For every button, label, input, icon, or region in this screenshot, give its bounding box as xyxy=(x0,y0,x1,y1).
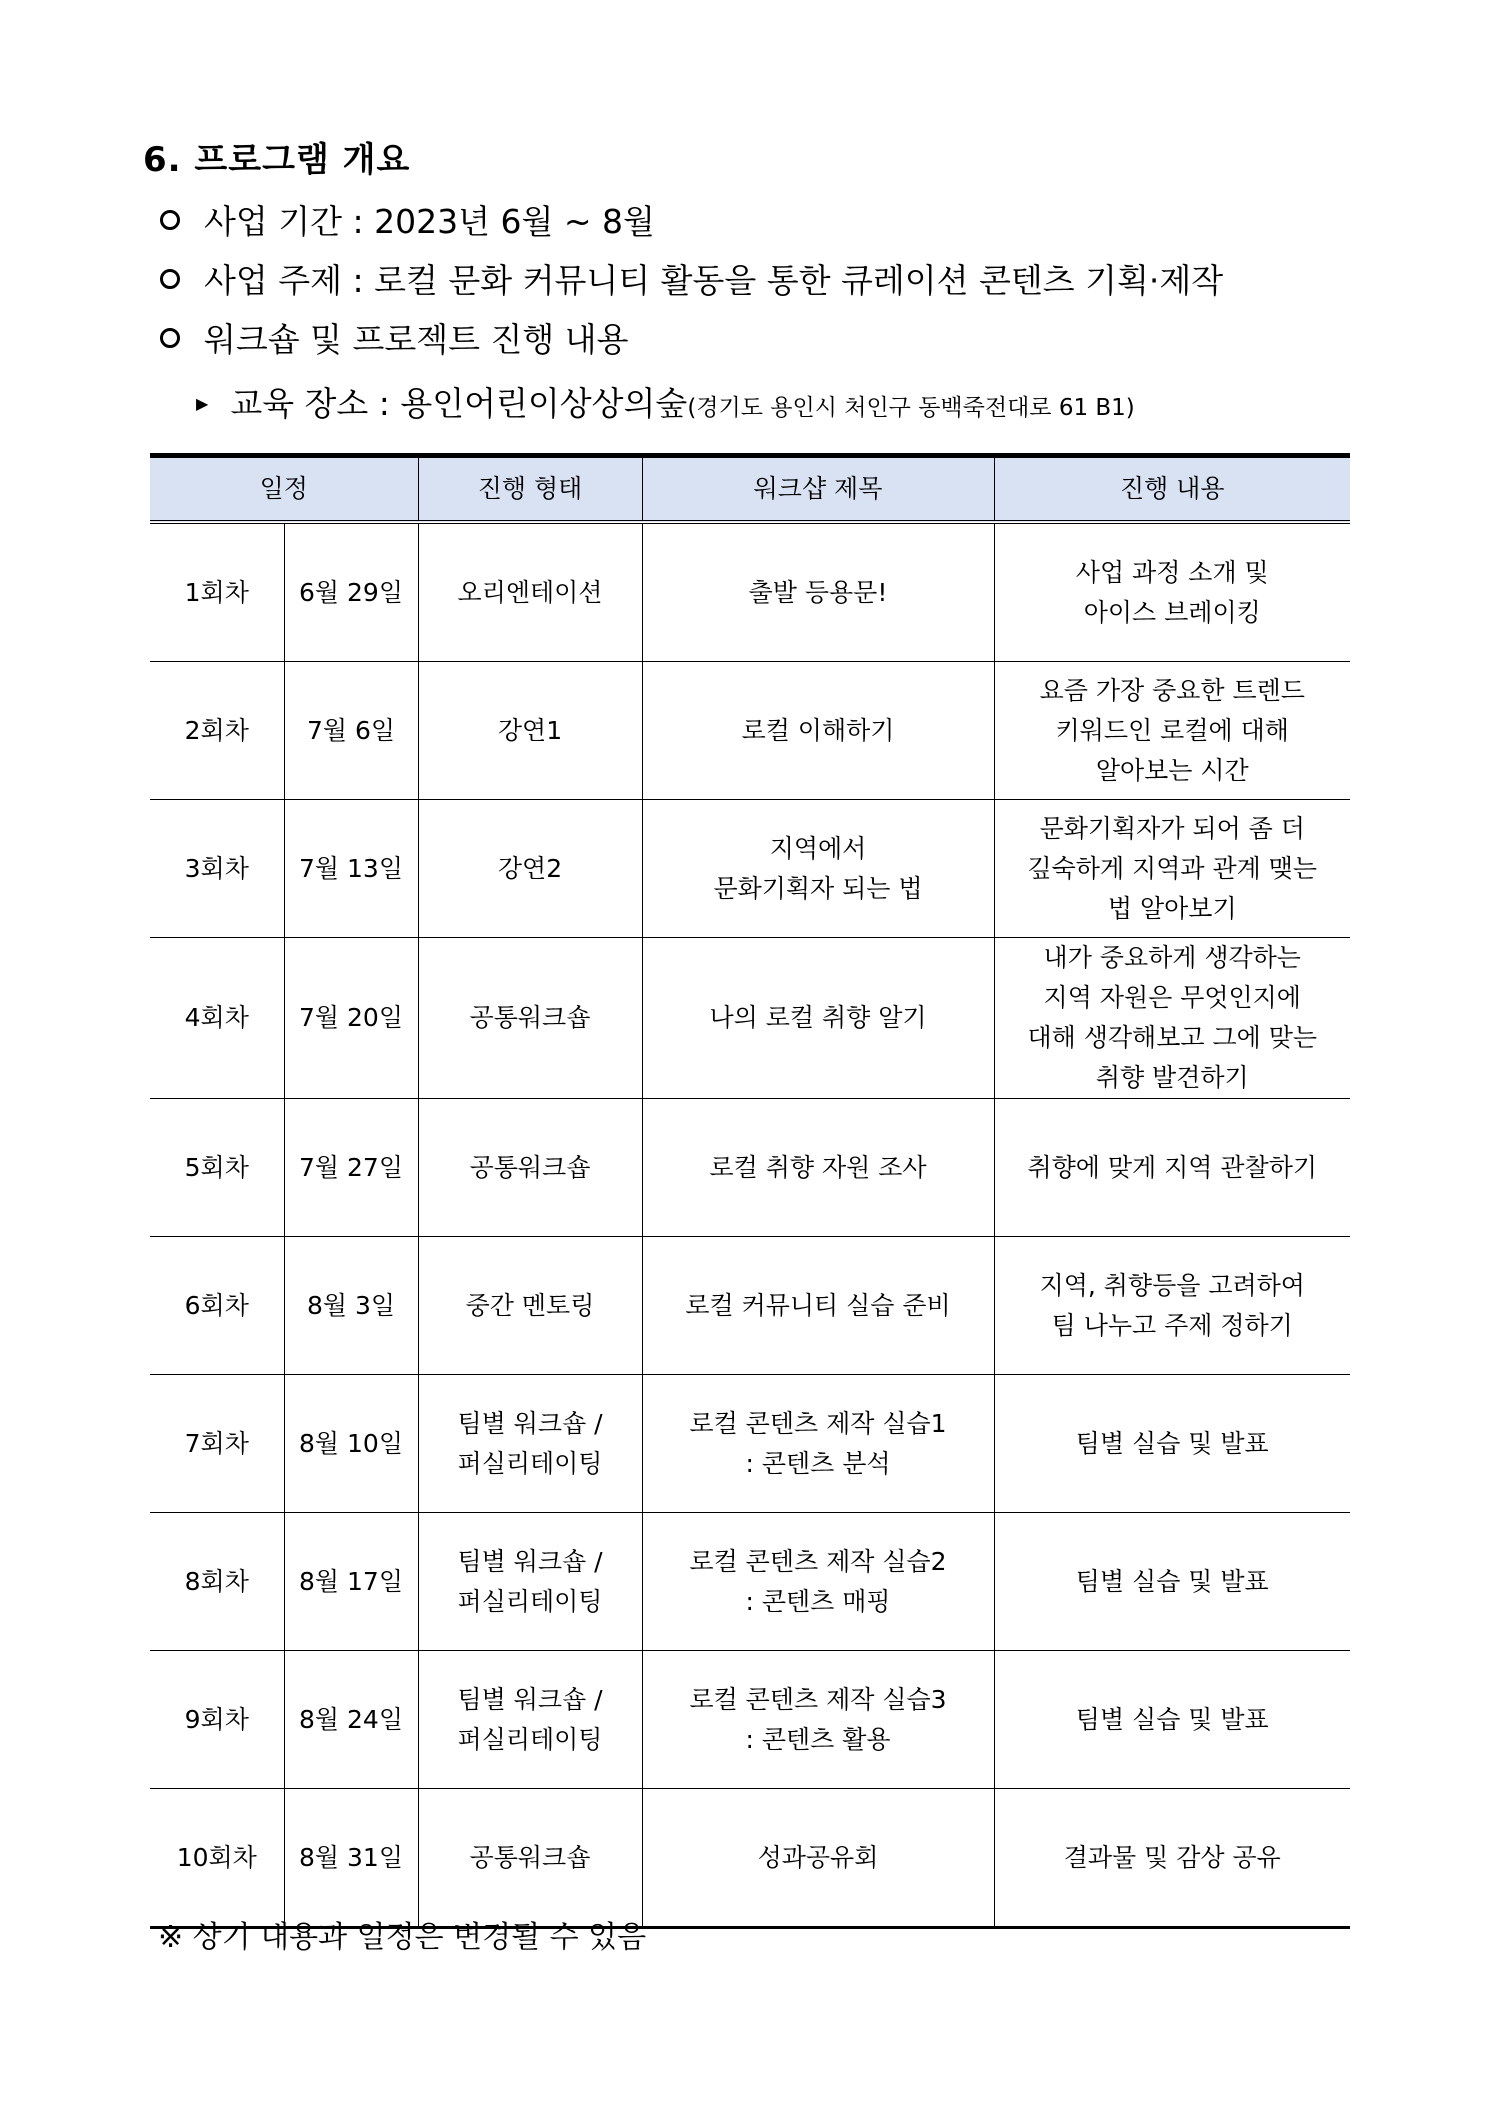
format-cell-line: 퍼실리테이팅 xyxy=(457,1586,603,1616)
date-cell-line: 6월 29일 xyxy=(299,577,403,607)
format-cell-line: 강연1 xyxy=(497,715,563,745)
session-cell-line: 7회차 xyxy=(184,1428,249,1458)
title-cell-line: 성과공유회 xyxy=(757,1842,879,1872)
location-label: 교육 장소 : 용인어린이상상의숲 xyxy=(230,384,688,423)
content-cell-line: 취향 발견하기 xyxy=(1095,1063,1249,1092)
title-cell xyxy=(642,938,994,1099)
table-row xyxy=(150,662,1350,800)
table-row xyxy=(150,1789,1350,1928)
footnote: ※ 상기 내용과 일정은 변경될 수 있음 xyxy=(158,1920,647,1955)
content-cell-line: 팀 나누고 주제 정하기 xyxy=(1051,1310,1293,1340)
title-cell xyxy=(642,662,994,800)
session-cell xyxy=(150,1099,284,1237)
content-cell-line: 팀별 실습 및 발표 xyxy=(1075,1428,1269,1458)
title-cell-line: 로컬 이해하기 xyxy=(741,715,895,745)
content-cell-line: 팀별 실습 및 발표 xyxy=(1075,1566,1269,1596)
content-cell-line: 키워드인 로컬에 대해 xyxy=(1055,715,1289,745)
table-header-row xyxy=(150,456,1350,523)
format-cell-line: 강연2 xyxy=(497,853,563,883)
schedule-table xyxy=(150,453,1350,1929)
title-cell xyxy=(642,1513,994,1651)
triangle-bullet-icon: ▶ xyxy=(196,394,209,413)
title-cell-line: 지역에서 xyxy=(769,833,867,863)
session-cell-line: 8회차 xyxy=(184,1566,249,1596)
title-cell-line: 출발 등용문! xyxy=(748,577,888,607)
content-cell xyxy=(994,662,1350,800)
table-body xyxy=(150,522,1350,1928)
bullet-theme xyxy=(160,255,1223,302)
format-cell-line: 공통워크숍 xyxy=(469,1003,591,1032)
content-cell xyxy=(994,1513,1350,1651)
content-cell-line: 대해 생각해보고 그에 맞는 xyxy=(1027,1023,1317,1052)
header-title: 워크샵 제목 xyxy=(642,456,994,523)
date-cell xyxy=(284,522,418,662)
bullet-workshop-text: 워크숍 및 프로젝트 진행 내용 xyxy=(204,320,629,359)
date-cell-line: 8월 17일 xyxy=(299,1566,403,1596)
title-cell xyxy=(642,1375,994,1513)
content-cell-line: 요즘 가장 중요한 트렌드 xyxy=(1039,675,1305,705)
date-cell xyxy=(284,938,418,1099)
title-cell-line: 나의 로컬 취향 알기 xyxy=(709,1003,927,1032)
table-row xyxy=(150,1237,1350,1375)
session-cell-line: 4회차 xyxy=(184,1003,249,1032)
content-cell xyxy=(994,522,1350,662)
title-cell-line: : 콘텐츠 매핑 xyxy=(745,1586,891,1616)
content-cell-line: 결과물 및 감상 공유 xyxy=(1063,1842,1281,1872)
format-cell xyxy=(418,1513,642,1651)
session-cell-line: 10회차 xyxy=(176,1842,257,1872)
format-cell xyxy=(418,662,642,800)
date-cell xyxy=(284,1651,418,1789)
table-row xyxy=(150,1651,1350,1789)
title-cell-line: : 콘텐츠 분석 xyxy=(745,1448,891,1478)
content-cell-line: 문화기획자가 되어 좀 더 xyxy=(1039,813,1305,843)
format-cell xyxy=(418,938,642,1099)
content-cell-line: 지역, 취향등을 고려하여 xyxy=(1039,1270,1305,1300)
format-cell-line: 팀별 워크숍 / xyxy=(457,1546,603,1576)
title-cell xyxy=(642,1789,994,1928)
format-cell-line: 공통워크숍 xyxy=(469,1842,591,1872)
date-cell xyxy=(284,1237,418,1375)
circle-bullet-icon xyxy=(160,269,180,289)
location-line xyxy=(196,378,1135,425)
session-cell-line: 5회차 xyxy=(184,1152,249,1182)
date-cell-line: 8월 24일 xyxy=(299,1704,403,1734)
date-cell-line: 8월 31일 xyxy=(299,1842,403,1872)
table-row xyxy=(150,800,1350,938)
session-cell xyxy=(150,1513,284,1651)
content-cell xyxy=(994,1651,1350,1789)
content-cell-line: 법 알아보기 xyxy=(1107,893,1237,923)
section-heading: 6. 프로그램 개요 xyxy=(143,140,411,180)
content-cell-line: 사업 과정 소개 및 xyxy=(1075,557,1269,587)
session-cell xyxy=(150,1237,284,1375)
table-row xyxy=(150,1513,1350,1651)
format-cell xyxy=(418,1789,642,1928)
bullet-period-text: 사업 기간 : 2023년 6월 ~ 8월 xyxy=(204,202,655,241)
session-cell-line: 3회차 xyxy=(184,853,249,883)
date-cell-line: 7월 13일 xyxy=(299,853,403,883)
session-cell xyxy=(150,800,284,938)
date-cell-line: 8월 10일 xyxy=(299,1428,403,1458)
content-cell-line: 취향에 맞게 지역 관찰하기 xyxy=(1027,1152,1317,1182)
format-cell-line: 팀별 워크숍 / xyxy=(457,1684,603,1714)
title-cell xyxy=(642,1237,994,1375)
format-cell-line: 중간 멘토링 xyxy=(465,1290,595,1320)
bullet-workshop xyxy=(160,314,629,361)
table-row xyxy=(150,938,1350,1099)
title-cell-line: 로컬 커뮤니티 실습 준비 xyxy=(685,1290,951,1320)
session-cell xyxy=(150,938,284,1099)
content-cell-line: 팀별 실습 및 발표 xyxy=(1075,1704,1269,1734)
table-row xyxy=(150,522,1350,662)
title-cell-line: 문화기획자 되는 법 xyxy=(713,873,923,903)
session-cell xyxy=(150,1375,284,1513)
format-cell-line: 팀별 워크숍 / xyxy=(457,1408,603,1438)
format-cell xyxy=(418,1237,642,1375)
format-cell xyxy=(418,800,642,938)
bullet-period xyxy=(160,196,655,243)
date-cell xyxy=(284,1375,418,1513)
date-cell-line: 7월 20일 xyxy=(299,1003,403,1032)
header-schedule: 일정 xyxy=(150,456,418,523)
date-cell-line: 7월 27일 xyxy=(299,1152,403,1182)
content-cell-line: 내가 중요하게 생각하는 xyxy=(1043,943,1301,972)
content-cell-line: 아이스 브레이킹 xyxy=(1083,597,1261,627)
session-cell xyxy=(150,1651,284,1789)
location-address: (경기도 용인시 처인구 동백죽전대로 61 B1) xyxy=(687,395,1135,421)
format-cell-line: 공통워크숍 xyxy=(469,1152,591,1182)
title-cell xyxy=(642,1651,994,1789)
session-cell-line: 1회차 xyxy=(184,577,249,607)
title-cell xyxy=(642,522,994,662)
header-content: 진행 내용 xyxy=(994,456,1350,523)
format-cell xyxy=(418,522,642,662)
title-cell xyxy=(642,1099,994,1237)
date-cell xyxy=(284,1099,418,1237)
format-cell-line: 퍼실리테이팅 xyxy=(457,1724,603,1754)
session-cell xyxy=(150,522,284,662)
format-cell xyxy=(418,1651,642,1789)
format-cell-line: 오리엔테이션 xyxy=(457,577,603,607)
format-cell xyxy=(418,1375,642,1513)
format-cell-line: 퍼실리테이팅 xyxy=(457,1448,603,1478)
title-cell-line: 로컬 취향 자원 조사 xyxy=(709,1152,927,1182)
title-cell-line: 로컬 콘텐츠 제작 실습1 xyxy=(689,1408,947,1438)
date-cell xyxy=(284,662,418,800)
content-cell-line: 지역 자원은 무엇인지에 xyxy=(1043,983,1301,1012)
title-cell-line: 로컬 콘텐츠 제작 실습2 xyxy=(689,1546,947,1576)
content-cell xyxy=(994,938,1350,1099)
header-format: 진행 형태 xyxy=(418,456,642,523)
circle-bullet-icon xyxy=(160,210,180,230)
content-cell xyxy=(994,1099,1350,1237)
date-cell-line: 7월 6일 xyxy=(306,715,396,745)
content-cell-line: 깊숙하게 지역과 관계 맺는 xyxy=(1027,853,1317,883)
date-cell xyxy=(284,800,418,938)
format-cell xyxy=(418,1099,642,1237)
content-cell xyxy=(994,800,1350,938)
table-row xyxy=(150,1375,1350,1513)
content-cell xyxy=(994,1789,1350,1928)
content-cell xyxy=(994,1375,1350,1513)
circle-bullet-icon xyxy=(160,328,180,348)
table-row xyxy=(150,1099,1350,1237)
content-cell-line: 알아보는 시간 xyxy=(1095,755,1249,785)
session-cell-line: 2회차 xyxy=(184,715,249,745)
bullet-theme-text: 사업 주제 : 로컬 문화 커뮤니티 활동을 통한 큐레이션 콘텐츠 기획·제작 xyxy=(204,261,1224,300)
session-cell-line: 6회차 xyxy=(184,1290,249,1320)
title-cell xyxy=(642,800,994,938)
content-cell xyxy=(994,1237,1350,1375)
session-cell xyxy=(150,662,284,800)
date-cell xyxy=(284,1789,418,1928)
title-cell-line: 로컬 콘텐츠 제작 실습3 xyxy=(689,1684,947,1714)
title-cell-line: : 콘텐츠 활용 xyxy=(745,1724,891,1754)
date-cell-line: 8월 3일 xyxy=(306,1290,396,1320)
session-cell xyxy=(150,1789,284,1928)
session-cell-line: 9회차 xyxy=(184,1704,249,1734)
date-cell xyxy=(284,1513,418,1651)
